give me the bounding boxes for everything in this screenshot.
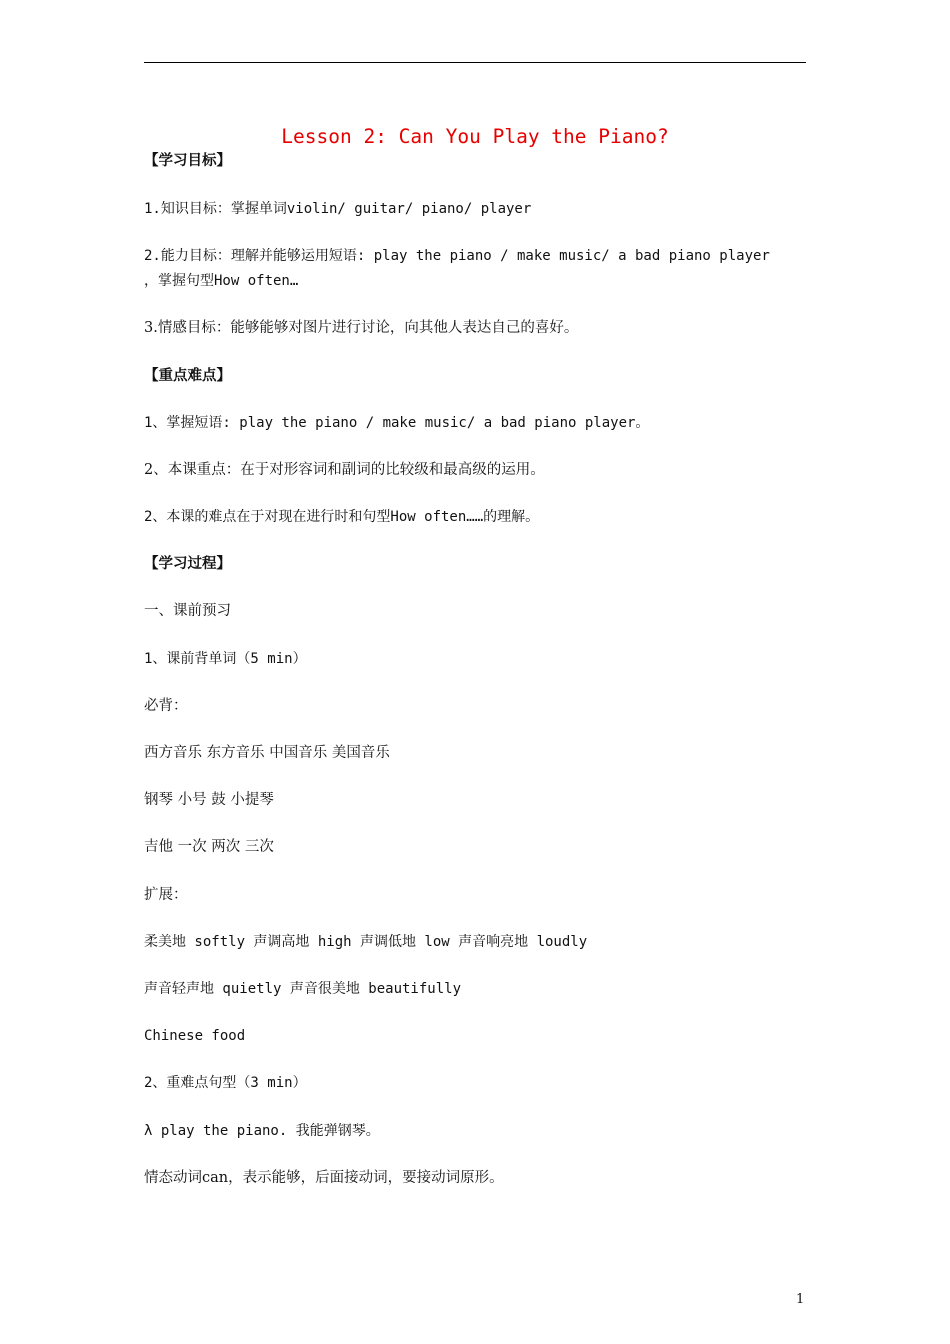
key-point-2: 2、本课重点：在于对形容词和副词的比较级和最高级的运用。 [144,462,545,478]
sentence-example-2: 情态动词can，表示能够，后面接动词，要接动词原形。 [144,1170,504,1186]
key-point-1: 1、掌握短语: play the piano / make music/ a bad piano player。 [144,415,650,431]
goal-2-line-1: 2.能力目标：理解并能够运用短语: play the piano / make music/ a bad piano player [144,248,770,264]
process-step-1: 一、课前预习 [144,603,231,619]
key-points-heading: 【重点难点】 [144,368,231,384]
extend-line-3: Chinese food [144,1028,246,1044]
key-point-3: 2、本课的难点在于对现在进行时和句型How often……的理解。 [144,509,540,525]
extend-line-2: 声音轻声地 quietly 声音很美地 beautifully [144,981,462,997]
process-heading: 【学习过程】 [144,556,231,572]
must-recite-line-1: 西方音乐 东方音乐 中国音乐 美国音乐 [144,745,390,761]
must-recite-line-2: 钢琴 小号 鼓 小提琴 [144,792,274,808]
goals-heading: 【学习目标】 [144,153,231,169]
sentence-heading: 2、重难点句型（3 min） [144,1075,307,1091]
must-recite-label: 必背： [144,698,188,714]
header-rule [144,62,806,63]
sentence-example-1: λ play the piano. 我能弹钢琴。 [144,1123,380,1139]
goal-1: 1.知识目标：掌握单词violin/ guitar/ piano/ player [144,201,532,217]
must-recite-line-3: 吉他 一次 两次 三次 [144,839,274,855]
goal-3: 3.情感目标：能够能够对图片进行讨论，向其他人表达自己的喜好。 [144,320,579,336]
goal-2-line-2: ，掌握句型How often… [144,273,299,289]
document-title: Lesson 2: Can You Play the Piano? [281,125,669,148]
process-step-2: 1、课前背单词（5 min） [144,651,307,667]
extend-label: 扩展： [144,887,188,903]
extend-line-1: 柔美地 softly 声调高地 high 声调低地 low 声音响亮地 loudly [144,934,588,950]
page-number: 1 [796,1292,805,1307]
